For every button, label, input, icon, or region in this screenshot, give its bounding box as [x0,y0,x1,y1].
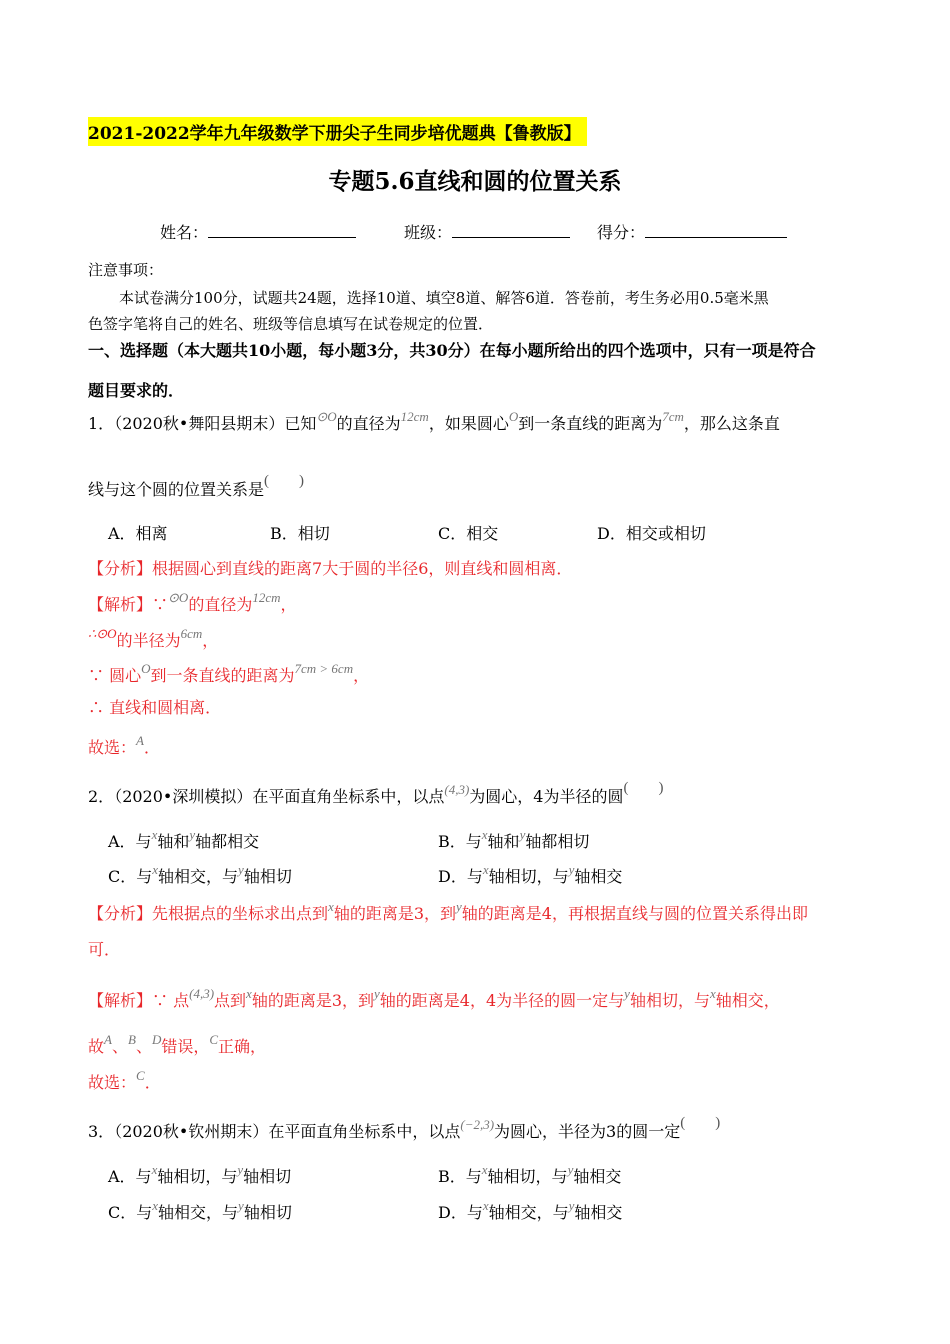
class-field [404,220,570,243]
q2-option-c [108,864,292,887]
q1-s3-text-2: 到一条直线的距离为 [150,666,295,685]
q2-wc: C [209,1032,219,1047]
q1-solution-line-1 [88,592,297,615]
q2-b-x: x [481,827,488,842]
q1-text-1: 的直径为 [336,414,401,433]
q2-wa: A [104,1032,112,1047]
q3-text: 为圆心，半径为3的圆一定 [494,1122,681,1141]
q3-option-d [438,1200,622,1223]
q3-b-2: 轴相切，与 [487,1167,568,1186]
q2-s1: ∵ 点 [152,991,190,1010]
q1-option-b: B．相切 [270,524,330,543]
q3-b-3: 轴相交 [573,1167,622,1186]
q1-answer-paren: ( ) [264,473,305,489]
notes-line-1: 本试卷满分100分，试题共24题，选择10道、填空8道、解答6道．答卷前，考生务必用0.5毫米黑 [119,289,769,307]
q1-stem-line-1 [88,411,780,434]
q1-s1-end: ， [280,595,297,614]
q3-b-x: x [481,1162,488,1177]
q2-sx: x [246,986,252,1001]
section-heading-line-2: 题目要求的． [88,381,185,400]
q1-s3-end: ， [353,666,370,685]
q2-a-2: 轴和 [157,832,190,851]
q1-solution-tag: 【解析】 [88,595,153,614]
q1-solution-line-4: ∴ 直线和圆相离． [88,698,222,717]
q1-text-3: 到一条直线的距离为 [518,414,663,433]
q2-c-1: C．与 [108,867,153,886]
q3-d-1: D．与 [438,1203,483,1222]
q1-distance: 7cm [662,409,684,424]
q1-circle: ⊙O [316,409,337,424]
q2-answer-value: C [136,1068,145,1083]
q2-a1: 先根据点的坐标求出点到 [152,904,329,923]
q1-analysis-tag: 【分析】 [88,559,153,578]
q2-a-1: A．与 [108,832,152,851]
q1-solution-line-3 [88,663,369,686]
q1-text-4: ，那么这条直 [683,414,780,433]
q1-source: （2020秋•舞阳县期末）已知 [114,414,317,433]
q1-diameter: 12cm [400,409,429,424]
q2-option-b [438,829,589,852]
q2-w1: 故 [88,1037,105,1056]
q3-point: (−2,3) [460,1117,495,1132]
q2-answer [88,1070,161,1093]
q2-b-3: 轴都相切 [525,832,590,851]
q2-s6: 轴相交， [715,991,780,1010]
q3-b-1: B．与 [438,1167,482,1186]
q2-a2: 轴的距离是3，到 [333,904,456,923]
q1-s1-circle: ⊙O [168,590,189,605]
q2-wsep2: 、 [135,1037,152,1056]
q2-wd: D [151,1032,162,1047]
notes-heading: 注意事项： [88,261,164,279]
q1-answer-label: 故选： [88,738,137,757]
q2-d-1: D．与 [438,867,483,886]
q2-answer-end: ． [144,1073,161,1092]
q3-a-x: x [151,1162,158,1177]
q1-s3-text-1: ∵ 圆心 [88,666,142,685]
name-blank [208,223,356,238]
name-field [160,220,356,243]
q2-ay: y [456,899,462,914]
q1-s2-circle: ∴⊙O [88,626,117,641]
q1-text-2: ，如果圆心 [428,414,509,433]
q3-d-2: 轴相交，与 [488,1203,569,1222]
q2-s2: 点到 [214,991,247,1010]
q2-d-x: x [482,862,489,877]
q2-answer-label: 故选： [88,1073,137,1092]
q3-a-1: A．与 [108,1167,152,1186]
q2-b-1: B．与 [438,832,482,851]
q3-b-y: y [567,1162,574,1177]
score-blank [645,223,787,238]
q3-d-3: 轴相交 [574,1203,623,1222]
q2-sy2: y [624,986,630,1001]
q2-solution-line-1 [88,988,780,1011]
q2-b-y: y [519,827,526,842]
q3-c-y: y [238,1198,244,1213]
notes-line-2: 色签字笔将自己的姓名、班级等信息填写在试卷规定的位置． [88,315,494,333]
class-label: 班级： [404,223,453,242]
q3-answer-paren: ( ) [680,1115,721,1131]
q3-number: 3． [88,1122,115,1141]
q1-option-c: C．相交 [438,524,499,543]
q2-answer-paren: ( ) [623,780,664,796]
q2-sy: y [374,986,380,1001]
q2-s3: 轴的距离是3，到 [251,991,375,1010]
q1-number: 1． [88,414,115,433]
q2-analysis-line-2: 可． [88,940,121,959]
q1-option-d: D．相交或相切 [597,524,706,543]
q3-option-c [108,1200,292,1223]
q1-s2-end: ， [202,631,219,650]
q2-s4: 轴的距离是4，4为半径的圆一定与 [379,991,625,1010]
q2-w2: 错误， [161,1037,210,1056]
q3-a-3: 轴相切 [243,1167,292,1186]
q1-because: ∵ [152,595,169,614]
q2-source: （2020•深圳模拟）在平面直角坐标系中，以点 [114,787,445,806]
q2-point: (4,3) [444,782,470,797]
q2-solution-line-2 [88,1034,266,1057]
page-title: 专题5.6直线和圆的位置关系 [328,168,622,195]
q1-answer [88,735,160,758]
q1-answer-value: A [136,733,144,748]
q3-option-a [108,1164,291,1187]
q3-c-2: 轴相交，与 [158,1203,239,1222]
q2-a-3: 轴都相交 [195,832,260,851]
q2-sx2: x [709,986,716,1001]
q1-s2-value: 6cm [180,626,203,641]
q1-stem-line-2 [88,473,305,500]
q2-analysis-tag: 【分析】 [88,904,153,923]
q3-d-y: y [568,1198,575,1213]
q2-text: 为圆心，4为半径的圆 [469,787,624,806]
q2-w3: 正确， [218,1037,267,1056]
q3-c-1: C．与 [108,1203,153,1222]
q2-c-x: x [152,862,159,877]
q2-wsep1: 、 [111,1037,128,1056]
q1-s2-text: 的半径为 [116,631,181,650]
q1-text-5: 线与这个圆的位置关系是 [88,480,265,499]
q1-s1-text: 的直径为 [188,595,253,614]
series-banner: 2021-2022学年九年级数学下册尖子生同步培优题典【鲁教版】 [88,117,587,146]
q3-a-2: 轴相切，与 [157,1167,238,1186]
q2-c-y: y [238,862,244,877]
q3-c-x: x [152,1198,159,1213]
q1-analysis [88,556,572,579]
q2-d-3: 轴相交 [574,867,623,886]
q2-b-2: 轴和 [487,832,520,851]
q1-s1-value: 12cm [252,590,281,605]
q2-spt: (4,3) [189,986,215,1001]
q1-center: O [508,409,519,424]
q3-option-b [438,1164,621,1187]
q3-source: （2020秋•钦州期末）在平面直角坐标系中，以点 [114,1122,461,1141]
name-label: 姓名： [160,223,209,242]
q2-a-x: x [151,827,158,842]
score-label: 得分： [597,223,646,242]
q2-analysis-line-1 [88,901,808,924]
q2-wb: B [127,1032,136,1047]
q1-solution-line-2 [88,628,218,651]
q2-option-a [108,829,259,852]
q2-d-y: y [568,862,575,877]
q3-a-y: y [237,1162,244,1177]
q2-d-2: 轴相切，与 [488,867,569,886]
q2-c-2: 轴相交，与 [158,867,239,886]
q2-c-3: 轴相切 [243,867,292,886]
q1-answer-end: ． [143,738,160,757]
q3-c-3: 轴相切 [243,1203,292,1222]
q1-s3-compare: 7cm > 6cm [294,661,354,676]
q2-stem [88,780,664,807]
q2-s5: 轴相切，与 [629,991,710,1010]
q2-a-y: y [189,827,196,842]
section-heading-line-1: 一、选择题（本大题共10小题，每小题3分，共30分）在每小题所给出的四个选项中，只有一项是符合 [88,341,816,360]
q3-d-x: x [482,1198,489,1213]
q3-stem [88,1115,721,1142]
q2-option-d [438,864,622,887]
q2-a3: 轴的距离是4，再根据直线与圆的位置关系得出即 [461,904,808,923]
q1-analysis-text: 根据圆心到直线的距离7大于圆的半径6，则直线和圆相离． [152,559,573,578]
class-blank [452,223,570,238]
q1-option-a: A．相离 [108,524,168,543]
score-field [597,220,787,243]
q1-s3-center: O [141,661,151,676]
q2-ax: x [328,899,334,914]
q2-solution-tag: 【解析】 [88,991,153,1010]
q2-number: 2． [88,787,115,806]
